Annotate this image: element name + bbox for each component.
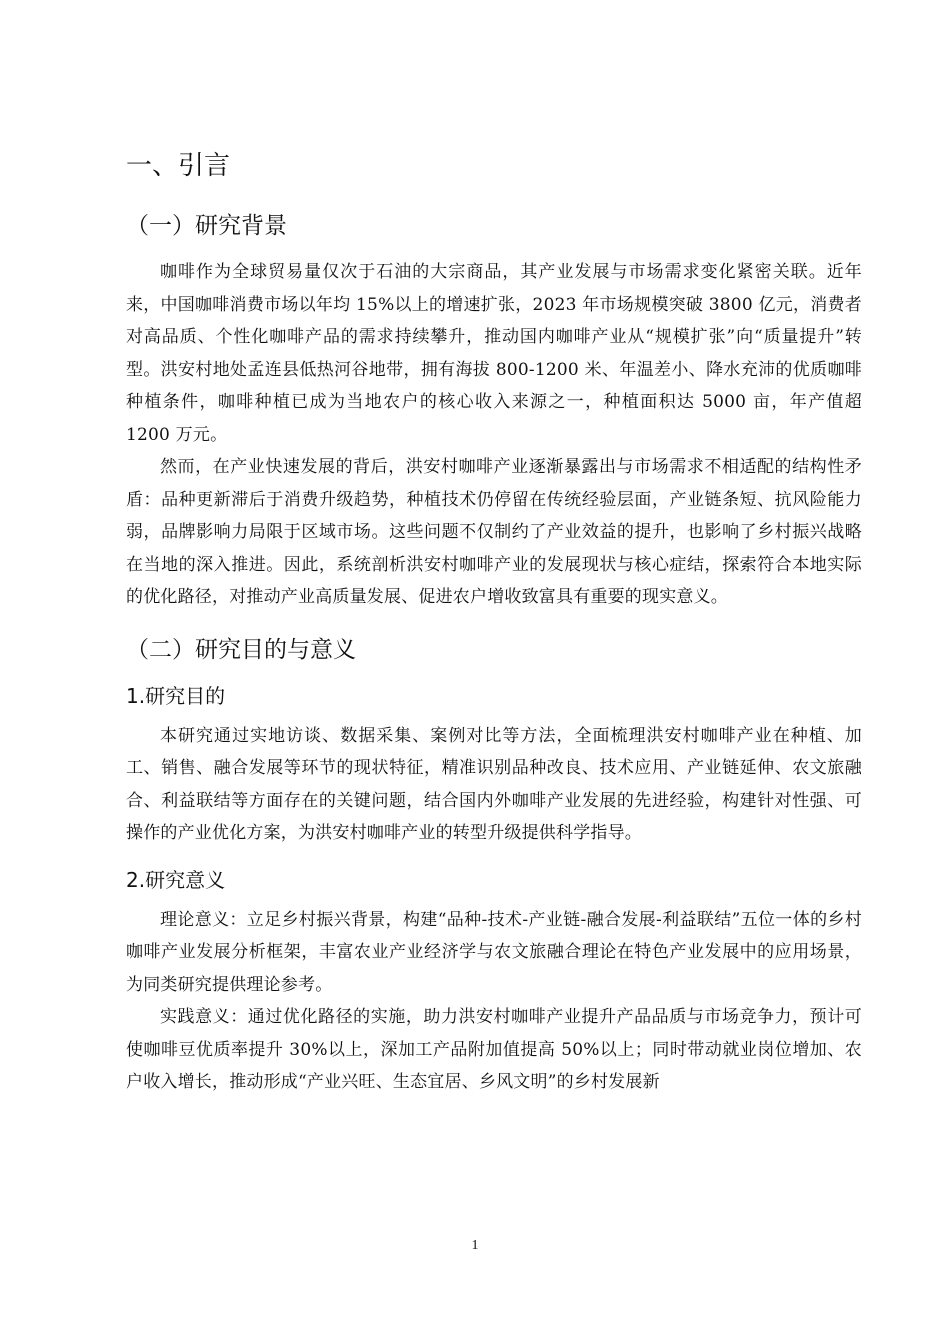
subsection-heading-purpose: 1.研究目的 [126, 683, 226, 708]
chapter-heading: 一、引言 [126, 151, 231, 181]
paragraph: 实践意义：通过优化路径的实施，助力洪安村咖啡产业提升产品品质与市场竞争力，预计可使咖啡豆优质率提升 30%以上，深加工产品附加值提高 50%以上；同时带动就业岗位增加、农户收入增长，推动形成“产业兴旺、生态宜居、乡风文明”的乡村发展新 [126, 1007, 862, 1092]
paragraph: 然而，在产业快速发展的背后，洪安村咖啡产业逐渐暴露出与市场需求不相适配的结构性矛盾：品种更新滞后于消费升级趋势，种植技术仍停留在传统经验层面，产业链条短、抗风险能力弱，品牌影响力局限于区域市场。这些问题不仅制约了产业效益的提升，也影响了乡村振兴战略在当地的深入推进。因此，系统剖析洪安村咖啡产业的发展现状与核心症结，探索符合本地实际的优化路径，对推动产业高质量发展、促进农户增收致富具有重要的现实意义。 [126, 457, 862, 607]
subsection-heading-significance: 2.研究意义 [126, 867, 226, 892]
page-number: 1 [471, 1238, 479, 1253]
section-heading-background: （一）研究背景 [126, 213, 287, 239]
paragraph: 理论意义：立足乡村振兴背景，构建“品种-技术-产业链-融合发展-利益联结”五位一体的乡村咖啡产业发展分析框架，丰富农业产业经济学与农文旅融合理论在特色产业发展中的应用场景，为同类研究提供理论参考。 [126, 909, 862, 995]
paragraph: 本研究通过实地访谈、数据采集、案例对比等方法，全面梳理洪安村咖啡产业在种植、加工、销售、融合发展等环节的现状特征，精准识别品种改良、技术应用、产业链延伸、农文旅融合、利益联结等方面存在的关键问题，结合国内外咖啡产业发展的先进经验，构建针对性强、可操作的产业优化方案，为洪安村咖啡产业的转型升级提供科学指导。 [126, 725, 862, 843]
section-heading-purpose-significance: （二）研究目的与意义 [126, 636, 356, 663]
paragraph: 咖啡作为全球贸易量仅次于石油的大宗商品，其产业发展与市场需求变化紧密关联。近年来，中国咖啡消费市场以年均 15%以上的增速扩张，2023 年市场规模突破 3800 亿元，消费者对高品质、个性化咖啡产品的需求持续攀升，推动国内咖啡产业从“规模扩张”向“质量提升”转型。洪安村地处孟连县低热河谷地带，拥有海拔 800-1200 米、年温差小、降水充沛的优质咖啡种植条件，咖啡种植已成为当地农户的核心收入来源之一，种植面积达 5000 亩，年产值超 1200 万元。 [126, 262, 862, 445]
page-content [126, 146, 862, 1099]
